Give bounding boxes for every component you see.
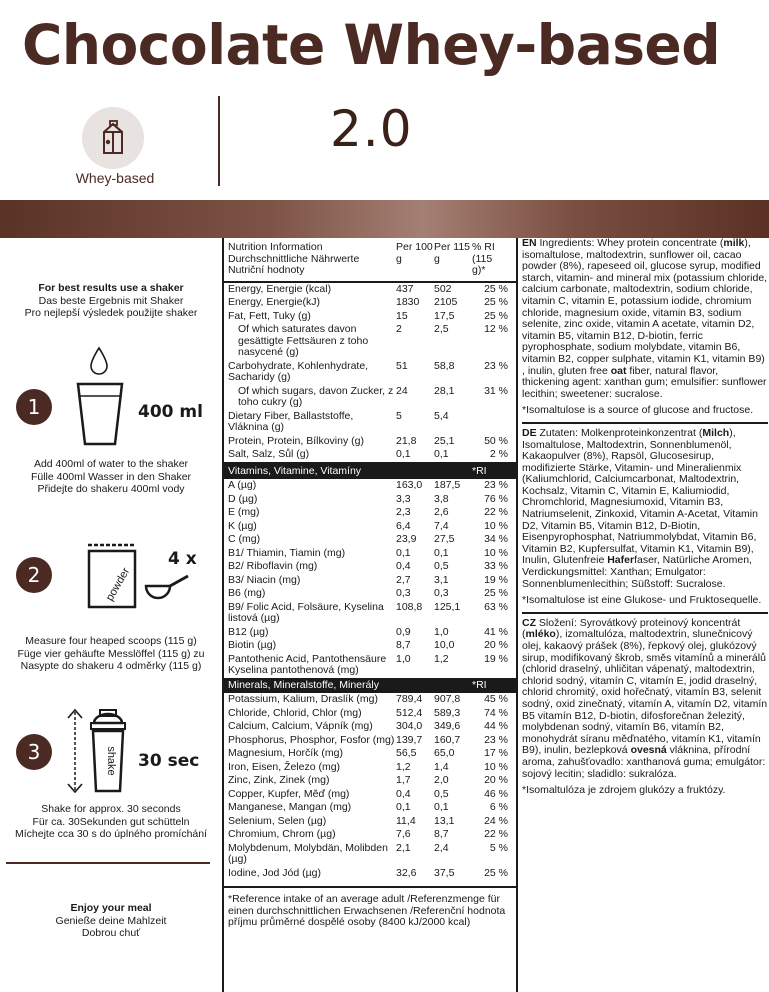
minerals-section-header [224, 678, 516, 694]
nutrient-row [224, 310, 516, 324]
minerals-title: Minerals, Mineralstoffe, Minerály [228, 678, 379, 691]
mineral-per115: 2,4 [434, 841, 449, 854]
vitamin-row [224, 547, 516, 561]
vitamin-row [224, 601, 516, 626]
nutrient-row [224, 323, 516, 360]
mineral-name: Manganese, Mangan (mg) [228, 801, 352, 813]
header-divider [218, 96, 220, 186]
mineral-name: Selenium, Selen (µg) [228, 814, 327, 827]
vitamin-per100: 1,0 [396, 652, 411, 665]
glass-icon [76, 381, 124, 452]
ingredients-cz-p3: vláknina, přírodní aroma, zahušťovadlo: xanthanová guma; emulgátor: sojový lecitin; sladidlo: sukralóza. [522, 744, 766, 780]
mineral-per100: 1,7 [396, 774, 411, 786]
mineral-row [224, 761, 516, 775]
mineral-name: Calcium, Calcium, Vápník (mg) [228, 720, 373, 732]
chocolate-band [0, 200, 769, 238]
nutrient-per115: 0,1 [434, 448, 449, 460]
mineral-per100: 304,0 [396, 720, 423, 732]
scoop-icon [142, 572, 190, 617]
whey-based-label: Whey-based [75, 170, 155, 186]
nutrient-row [224, 410, 516, 435]
mineral-name: Molybdenum, Molybdän, Molibden (µg) [228, 841, 388, 865]
vitamin-ri: 19 % [484, 652, 508, 665]
vitamin-name: D (µg) [228, 492, 258, 505]
step-3-text-cz: Míchejte cca 30 s do úplného promíchání [14, 828, 208, 840]
ingredients-de-note: *Isomaltulose ist eine Glukose- und Fruktosequelle. [522, 594, 762, 607]
ingredients-de-p3: faser, Natürliche Aromen, Verdickungsmittel: Xanthan; Emulgator: Sonnenblumenlecithin; Süßstoff: Sucralose. [522, 554, 752, 590]
ingredients-column [522, 238, 768, 802]
nutrition-main-rows [224, 283, 516, 464]
vitamin-per115: 0,3 [434, 587, 449, 599]
vitamin-name: K (µg) [228, 519, 257, 532]
vitamin-ri: 19 % [484, 573, 508, 586]
nutrient-name: Salt, Salz, Sůl (g) [228, 448, 310, 460]
ingredients-de-lang: DE [522, 426, 537, 439]
mineral-ri: 6 % [489, 801, 508, 813]
step-2-text-en: Measure four heaped scoops (115 g) [25, 635, 197, 647]
nutrient-per115: 28,1 [434, 384, 455, 397]
nutrient-row [224, 360, 516, 385]
step-2-text-cz: Nasypte do shakeru 4 odměrky (115 g) [20, 660, 202, 672]
mineral-rows [224, 693, 516, 880]
ingredients-cz-p2: ), izomaltulóza, maltodextrin, slunečnicový olej, kakaový prášek (8%), řepkový olej, glukózový sirup, modifikovaný škrob, směs vitamínů a minerálů (chlorid draselný, uhličitan vápenatý, maltodextrin, chlorid sodný, vitamín C, vitamín E, jodid draselný, chlorid chromitý, oxid hořečnatý, vitamín B3, selenit sodný, oxid zinečnatý, vitamín A, vitamín D2, vitamín B5 vitamín B12, D-biotin, difosforečnan železitý, molybdenan sodný, vitamín B6, vitamín B2, monohydrát síranu měďnatého, vitamín K1, vitamín B9), inulin, bezlepková [522, 628, 768, 757]
vitamin-ri: 25 % [484, 587, 508, 599]
best-results-cz: Pro nejlepší výsledek použijte shaker [24, 307, 198, 319]
vitamin-name: E (mg) [228, 506, 260, 518]
vitamin-per100: 108,8 [396, 600, 423, 613]
step-1-quantity: 400 ml [138, 402, 203, 422]
mineral-per115: 1,4 [434, 760, 449, 773]
mineral-name: Copper, Kupfer, Měď (mg) [228, 787, 350, 800]
vitamin-row [224, 493, 516, 507]
vitamin-per100: 0,4 [396, 560, 411, 572]
mineral-row [224, 801, 516, 815]
vitamin-per115: 3,8 [434, 492, 449, 505]
mineral-row [224, 734, 516, 748]
mineral-ri: 44 % [484, 720, 508, 732]
vitamin-ri: 33 % [484, 560, 508, 572]
nutrient-ri: 25 % [484, 296, 508, 308]
nutrient-row [224, 435, 516, 449]
vitamin-row [224, 520, 516, 534]
vitamin-per100: 2,7 [396, 573, 411, 586]
mineral-per115: 589,3 [434, 706, 461, 719]
vitamin-per115: 187,5 [434, 479, 461, 491]
mineral-name: Chloride, Chlorid, Chlor (mg) [228, 706, 362, 719]
vitamin-per115: 3,1 [434, 573, 449, 586]
vitamin-ri: 22 % [484, 506, 508, 518]
vitamin-name: B3/ Niacin (mg) [228, 573, 301, 586]
vitamin-ri: 63 % [484, 600, 508, 613]
vitamins-title: Vitamins, Vitamine, Vitamíny [228, 464, 362, 477]
ingredients-de-allergen1: Milch [702, 426, 730, 439]
nutrient-per100: 2 [396, 323, 402, 335]
vitamin-name: A (µg) [228, 479, 257, 491]
enjoy-cz: Dobrou chuť [81, 927, 141, 939]
mineral-row [224, 720, 516, 734]
mineral-name: Chromium, Chrom (µg) [228, 828, 336, 840]
step-3-quantity: 30 sec [138, 751, 200, 771]
mineral-ri: 45 % [484, 693, 508, 705]
ingredients-de-allergen2: Hafer [607, 554, 635, 567]
ingredients-de [522, 428, 768, 590]
step-2-text [0, 635, 222, 673]
vitamin-name: C (mg) [228, 533, 261, 545]
mineral-per100: 56,5 [396, 747, 417, 759]
step-3-text [0, 803, 222, 841]
mineral-row [224, 707, 516, 721]
nutrient-name: Of which sugars, davon Zucker, z toho cukry (g) [238, 384, 394, 408]
mineral-row [224, 867, 516, 881]
nutrition-header-name [228, 242, 396, 277]
vitamin-per100: 0,9 [396, 625, 411, 638]
vitamin-ri: 10 % [484, 546, 508, 559]
nutrient-per100: 5 [396, 409, 402, 422]
mineral-ri: 74 % [484, 706, 508, 719]
mineral-per100: 7,6 [396, 828, 411, 840]
ingredients-en-p1: Ingredients: Whey protein concentrate ( [536, 237, 724, 249]
step-2-badge: 2 [16, 557, 52, 593]
nutrient-per100: 51 [396, 359, 408, 372]
nutrient-per115: 25,1 [434, 434, 455, 447]
mineral-ri: 23 % [484, 733, 508, 746]
nutrient-per115: 5,4 [434, 409, 449, 422]
mineral-name: Magnesium, Horčík (mg) [228, 747, 343, 759]
version-number: 2.0 [330, 100, 413, 158]
header-name-de: Durchschnittliche Nährwerte [228, 252, 360, 265]
product-title: Chocolate Whey-based [22, 13, 721, 77]
mineral-per115: 13,1 [434, 814, 455, 827]
step-2-quantity: 4 x [168, 549, 197, 569]
step-1-text [0, 458, 222, 496]
mineral-name: Phosphorus, Phosphor, Fosfor (mg) [228, 733, 395, 746]
vitamin-row [224, 626, 516, 640]
vitamin-name: B12 (µg) [228, 625, 269, 638]
mineral-per100: 32,6 [396, 866, 417, 879]
ingredients-en-p3: fiber, natural flavor, thickening agent: xanthan gum; emulsifier: sunflower lecithin; sweetener: sucralose. [522, 364, 767, 400]
mineral-row [224, 842, 516, 867]
mineral-row [224, 747, 516, 761]
nutrient-name: Dietary Fiber, Ballaststoffe, Vláknina (g) [228, 409, 354, 433]
header-name-cz: Nutriční hodnoty [228, 264, 305, 276]
nutrient-ri: 2 % [489, 448, 508, 460]
mineral-per100: 2,1 [396, 841, 411, 854]
step-1-badge: 1 [16, 389, 52, 425]
shaker-icon [88, 709, 128, 798]
nutrient-name: Energy, Energie (kcal) [228, 282, 332, 295]
mineral-row [224, 828, 516, 842]
mineral-per115: 37,5 [434, 866, 455, 879]
vitamin-per100: 0,1 [396, 546, 411, 559]
vitamin-ri: 34 % [484, 533, 508, 545]
left-divider [6, 862, 210, 864]
mineral-name: Iodine, Jod Jód (µg) [228, 866, 322, 879]
nutrient-ri: 25 % [484, 309, 508, 322]
header-ri: % RI (115 g)* [472, 241, 495, 276]
mineral-ri: 10 % [484, 760, 508, 773]
mineral-per100: 0,1 [396, 801, 411, 813]
ingredients-cz-note: *Isomaltulóza je zdrojem glukózy a fruktózy. [522, 784, 726, 797]
vitamin-per115: 125,1 [434, 600, 461, 613]
vitamin-per100: 2,3 [396, 506, 411, 518]
powder-bag-icon [86, 543, 138, 614]
mineral-per115: 0,1 [434, 801, 449, 813]
ingredients-en-p2: ), isomaltulose, maltodextrin, sunflower oil, cacao powder (8%), rapeseed oil, glucose syrup, modified starch, vitamin- and mineral mix (potassium chloride, calcium carbonate, maltodextrin, sodium chloride, vitamin C, vitamin E, potassium iodide, chromium chloride, magnesium oxide, vitamin B3, sodium selenite, zinc oxide, vitamin A acetate, vitamin D2, vitamin B5, vitamin B12, D-biotin, ferric pyrophosphate, sodium molybdate, vitamin B6, vitamin B2, copper sulphate, vitamin K1, vitamin B9) , inulin, gluten free [522, 237, 768, 377]
vitamin-row [224, 533, 516, 547]
nutrient-row [224, 283, 516, 297]
step-3-badge: 3 [16, 734, 52, 770]
vitamins-section-header [224, 464, 516, 480]
mineral-per100: 11,4 [396, 814, 416, 827]
mineral-per100: 0,4 [396, 787, 411, 800]
vitamin-row [224, 587, 516, 601]
mineral-row [224, 815, 516, 829]
vitamin-name: B9/ Folic Acid, Folsäure, Kyselina listová (µg) [228, 600, 384, 624]
nutrition-footnote: *Reference intake of an average adult /Referenzmenge für einen durchschnittlichen Erwachsenen /Referenční hodnota příjmu průměrné dospělé osoby (8400 kJ/2000 kcal) [224, 886, 516, 935]
nutrient-ri: 12 % [484, 323, 508, 335]
vitamin-per115: 0,1 [434, 546, 449, 559]
vitamin-per115: 7,4 [434, 519, 449, 532]
ingredients-en-note: *Isomaltulose is a source of glucose and fructose. [522, 404, 754, 417]
enjoy-de: Genieße deine Mahlzeit [55, 914, 167, 927]
nutrient-name: Energy, Energie(kJ) [228, 296, 321, 308]
ingredients-cz-lang: CZ [522, 616, 536, 629]
mineral-per115: 0,5 [434, 787, 449, 800]
mineral-row [224, 774, 516, 788]
nutrition-table [222, 238, 518, 992]
nutrient-row [224, 448, 516, 464]
step-1-text-de: Fülle 400ml Wasser in den Shaker [30, 470, 192, 483]
ingredients-cz [522, 618, 768, 780]
nutrient-name: Fat, Fett, Tuky (g) [228, 309, 311, 322]
mineral-per115: 2,0 [434, 774, 449, 786]
step-3-text-en: Shake for approx. 30 seconds [41, 803, 181, 815]
nutrient-ri: 23 % [484, 359, 508, 372]
ingredients-de-p1: Zutaten: Molkenproteinkonzentrat ( [536, 426, 703, 439]
mineral-ri: 5 % [489, 841, 508, 854]
mineral-per115: 65,0 [434, 747, 455, 759]
best-results-de: Das beste Ergebnis mit Shaker [38, 294, 184, 307]
shake-arrow-icon [64, 708, 86, 799]
ingredients-cz-allergen1: mléko [525, 628, 556, 641]
mineral-per115: 8,7 [434, 828, 449, 840]
milk-carton-icon [82, 107, 144, 169]
vitamin-name: B6 (mg) [228, 587, 266, 599]
nutrient-per115: 58,8 [434, 359, 455, 372]
nutrient-ri [472, 411, 512, 434]
best-results-block [0, 282, 222, 320]
nutrient-per100: 24 [396, 384, 408, 397]
mineral-per115: 349,6 [434, 720, 461, 732]
nutrient-name: Protein, Protein, Bílkoviny (g) [228, 434, 364, 447]
ingredients-en-allergen1: milk [723, 237, 745, 249]
vitamin-row [224, 574, 516, 588]
vitamin-per115: 27,5 [434, 533, 455, 545]
nutrient-per100: 21,8 [396, 434, 417, 447]
nutrient-per100: 1830 [396, 296, 420, 308]
vitamin-per100: 163,0 [396, 479, 423, 491]
vitamin-ri: 76 % [484, 492, 508, 505]
shaker-label: shake [105, 746, 117, 776]
mineral-per100: 139,7 [396, 733, 423, 746]
mineral-ri: 20 % [484, 774, 508, 786]
mineral-name: Zinc, Zink, Zinek (mg) [228, 774, 330, 786]
nutrient-per100: 437 [396, 282, 414, 295]
mineral-name: Iron, Eisen, Železo (mg) [228, 760, 341, 773]
vitamin-ri: 41 % [484, 625, 508, 638]
vitamin-per115: 10,0 [434, 639, 455, 651]
ingredients-de-p2: ), Isomaltulose, Maltodextrin, Sonnenblumenöl, Kakaopulver (8%), Rapsöl, Glucosesirup, modifizierte Stärke, Vitamin- und Mineralienmix (Kaliumchlorid, Calciumcarbonat, Maltodextrin, Kochsalz, Vitamin C, Vitamin E, Kaliumiodid, Chromchlorid, Magnesiumoxid, Vitamin B3, Natriumselenit, Zinkoxid, Vitamin A-Acetat, Vitamin D2, Vitamin B5, Vitamin B12, D-Biotin, Eisenpyrophosphat, Natriummolybdat, Vitamin B6, Vitamin B2, Kupfersulfat, Vitamin K1, Vitamin B9), Inulin, Glutenfreie [522, 426, 758, 567]
nutrition-header [224, 238, 516, 283]
vitamin-per115: 1,2 [434, 652, 449, 665]
step-1-text-cz: Přidejte do shakeru 400ml vody [37, 483, 185, 495]
mineral-ri: 22 % [484, 828, 508, 840]
vitamin-name: Pantothenic Acid, Pantothensäure Kyselina pantothenová (mg) [228, 652, 387, 676]
nutrient-ri: 25 % [484, 282, 508, 295]
powder-bag-label: powder [103, 565, 133, 604]
vitamin-row [224, 506, 516, 520]
nutrient-per115: 2105 [434, 296, 458, 308]
step-3-text-de: Für ca. 30Sekunden gut schütteln [32, 815, 190, 828]
step-2-text-de: Füge vier gehäufte Messlöffel (115 g) zu [17, 647, 205, 660]
vitamin-ri: 10 % [484, 519, 508, 532]
nutrient-name: Of which saturates davon gesättigte Fettsäuren z toho nasycené (g) [238, 323, 369, 358]
vitamin-row [224, 560, 516, 574]
header-per100: Per 100 g [396, 241, 433, 265]
ingredients-en-lang: EN [522, 237, 537, 249]
mineral-per115: 907,8 [434, 693, 461, 705]
vitamin-per115: 1,0 [434, 625, 449, 638]
best-results-en: For best results use a shaker [38, 282, 184, 294]
mineral-ri: 25 % [484, 866, 508, 879]
ingredients-en [522, 238, 768, 400]
vitamin-ri: 23 % [484, 479, 508, 491]
nutrient-row [224, 296, 516, 310]
mineral-ri: 17 % [484, 747, 508, 759]
mineral-ri: 46 % [484, 787, 508, 800]
vitamin-row [224, 479, 516, 493]
nutrient-per100: 0,1 [396, 448, 411, 460]
vitamin-name: B1/ Thiamin, Tiamin (mg) [228, 546, 346, 559]
nutrient-per115: 2,5 [434, 323, 449, 335]
nutrient-ri: 50 % [484, 434, 508, 447]
ingredients-en-allergen2: oat [610, 364, 627, 377]
mineral-ri: 24 % [484, 814, 508, 827]
vitamin-name: Biotin (µg) [228, 639, 277, 651]
step-1-text-en: Add 400ml of water to the shaker [33, 458, 189, 470]
vitamin-per100: 23,9 [396, 533, 417, 545]
mineral-row [224, 693, 516, 707]
vitamin-per100: 0,3 [396, 587, 411, 599]
vitamin-row [224, 639, 516, 653]
vitamin-per100: 6,4 [396, 519, 411, 532]
nutrient-per115: 502 [434, 282, 452, 295]
nutrient-ri: 31 % [484, 384, 508, 397]
header-per115: Per 115 g [434, 241, 470, 265]
nutrient-row [224, 385, 516, 410]
vitamins-ri: *RI [472, 464, 487, 477]
mineral-row [224, 788, 516, 802]
nutrient-per100: 15 [396, 309, 408, 322]
nutrient-name: Carbohydrate, Kohlenhydrate, Sacharidy (g) [228, 359, 369, 383]
vitamin-name: B2/ Riboflavin (mg) [228, 560, 318, 572]
mineral-per100: 512,4 [396, 706, 423, 719]
vitamin-rows [224, 479, 516, 678]
nutrient-per115: 17,5 [434, 309, 455, 322]
mineral-per115: 160,7 [434, 733, 461, 746]
vitamin-row [224, 653, 516, 678]
mineral-per100: 1,2 [396, 760, 411, 773]
minerals-ri: *RI [472, 678, 487, 691]
vitamin-per100: 3,3 [396, 492, 411, 505]
enjoy-en: Enjoy your meal [70, 902, 152, 914]
vitamin-per115: 2,6 [434, 506, 449, 518]
mineral-name: Potassium, Kalium, Draslík (mg) [228, 693, 378, 705]
water-drop-icon [88, 346, 110, 381]
enjoy-block [0, 902, 222, 940]
vitamin-per115: 0,5 [434, 560, 449, 572]
ingredients-cz-p1: Složení: Syrovátkový proteinový koncentrát ( [522, 616, 741, 641]
mineral-per100: 789,4 [396, 693, 423, 705]
ingredients-cz-allergen2: ovesná [630, 744, 667, 757]
vitamin-per100: 8,7 [396, 639, 411, 651]
header-name-en: Nutrition Information [228, 241, 323, 253]
vitamin-ri: 20 % [484, 639, 508, 651]
